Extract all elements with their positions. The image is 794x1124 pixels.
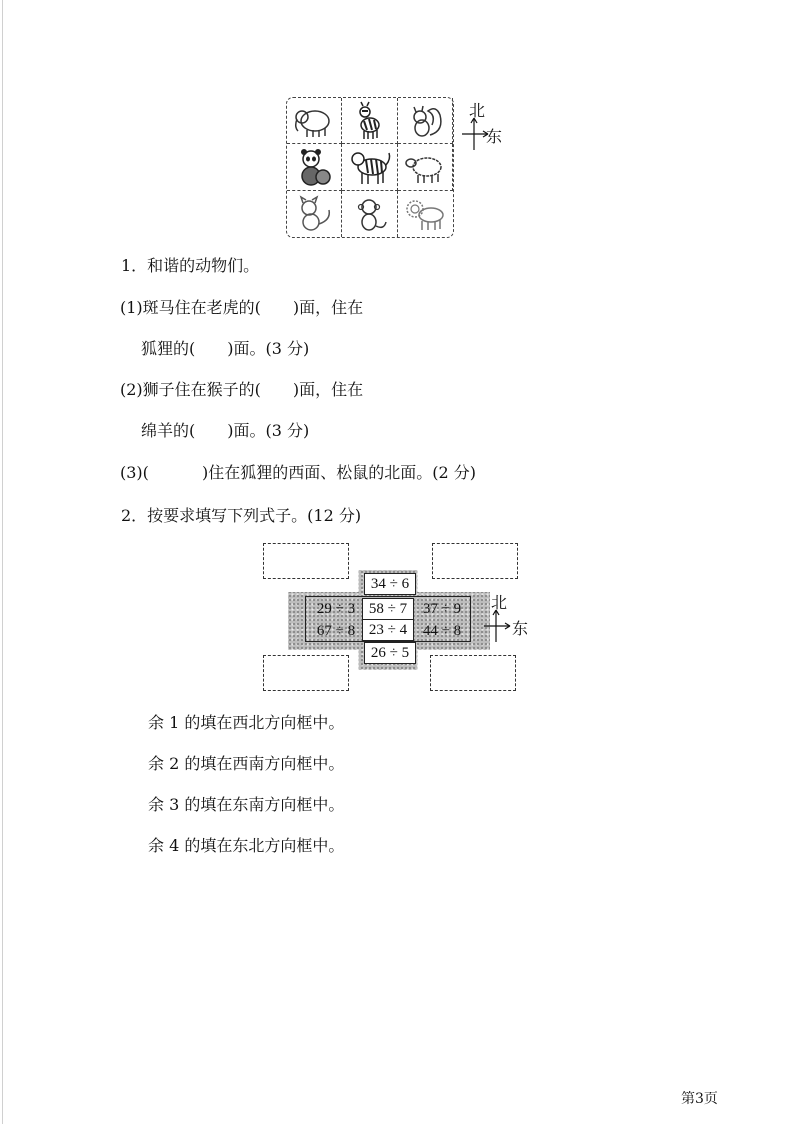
q1-part2-line1: (2)狮子住在猴子的( )面，住在 bbox=[120, 380, 364, 399]
animal-grid bbox=[286, 97, 454, 238]
division-low-center: 23 ÷ 4 bbox=[362, 619, 414, 641]
southwest-answer-box[interactable] bbox=[263, 655, 349, 691]
north-label-2: 北 bbox=[491, 593, 508, 612]
sheep-image bbox=[398, 144, 453, 190]
fox-image bbox=[287, 191, 342, 237]
q1-part1-line1: (1)斑马住在老虎的( )面，住在 bbox=[120, 298, 364, 317]
compass-rose bbox=[460, 100, 510, 150]
rule-remainder-4: 余 4 的填在东北方向框中。 bbox=[148, 836, 345, 855]
panda-image bbox=[287, 144, 342, 190]
page-number: 第3页 bbox=[681, 1091, 718, 1107]
southeast-answer-box[interactable] bbox=[430, 655, 516, 691]
rule-remainder-2: 余 2 的填在西南方向框中。 bbox=[148, 754, 345, 773]
zebra-image bbox=[342, 98, 397, 144]
q1-part2-line2: 绵羊的( )面。(3 分) bbox=[141, 421, 310, 440]
division-top: 34 ÷ 6 bbox=[364, 573, 416, 595]
division-mid-right: 37 ÷ 9 bbox=[422, 600, 462, 617]
east-label-2: 东 bbox=[512, 619, 529, 638]
division-grid-frame bbox=[305, 596, 471, 642]
rule-remainder-3: 余 3 的填在东南方向框中。 bbox=[148, 795, 345, 814]
monkey-image bbox=[342, 191, 397, 237]
north-label: 北 bbox=[469, 101, 486, 120]
compass-arrows-icon bbox=[482, 608, 512, 642]
compass-rose-2 bbox=[482, 592, 532, 642]
northwest-answer-box[interactable] bbox=[263, 543, 349, 579]
page-edge bbox=[2, 0, 3, 1124]
lion-image bbox=[398, 191, 453, 237]
division-bottom: 26 ÷ 5 bbox=[364, 642, 416, 664]
division-mid-center: 58 ÷ 7 bbox=[362, 598, 414, 620]
q2-title: 2．按要求填写下列式子。(12 分) bbox=[121, 506, 362, 525]
rule-remainder-1: 余 1 的填在西北方向框中。 bbox=[148, 713, 345, 732]
division-mid-left: 29 ÷ 3 bbox=[316, 600, 356, 617]
squirrel-image bbox=[398, 98, 453, 144]
q1-title: 1．和谐的动物们。 bbox=[121, 256, 260, 275]
tiger-image bbox=[342, 144, 397, 190]
elephant-image bbox=[287, 98, 342, 144]
division-low-left: 67 ÷ 8 bbox=[316, 622, 356, 639]
east-label: 东 bbox=[486, 127, 503, 146]
division-low-right: 44 ÷ 8 bbox=[422, 622, 462, 639]
northeast-answer-box[interactable] bbox=[432, 543, 518, 579]
q1-part1-line2: 狐狸的( )面。(3 分) bbox=[141, 339, 310, 358]
q1-part3: (3)( )住在狐狸的西面、松鼠的北面。(2 分) bbox=[120, 463, 476, 482]
